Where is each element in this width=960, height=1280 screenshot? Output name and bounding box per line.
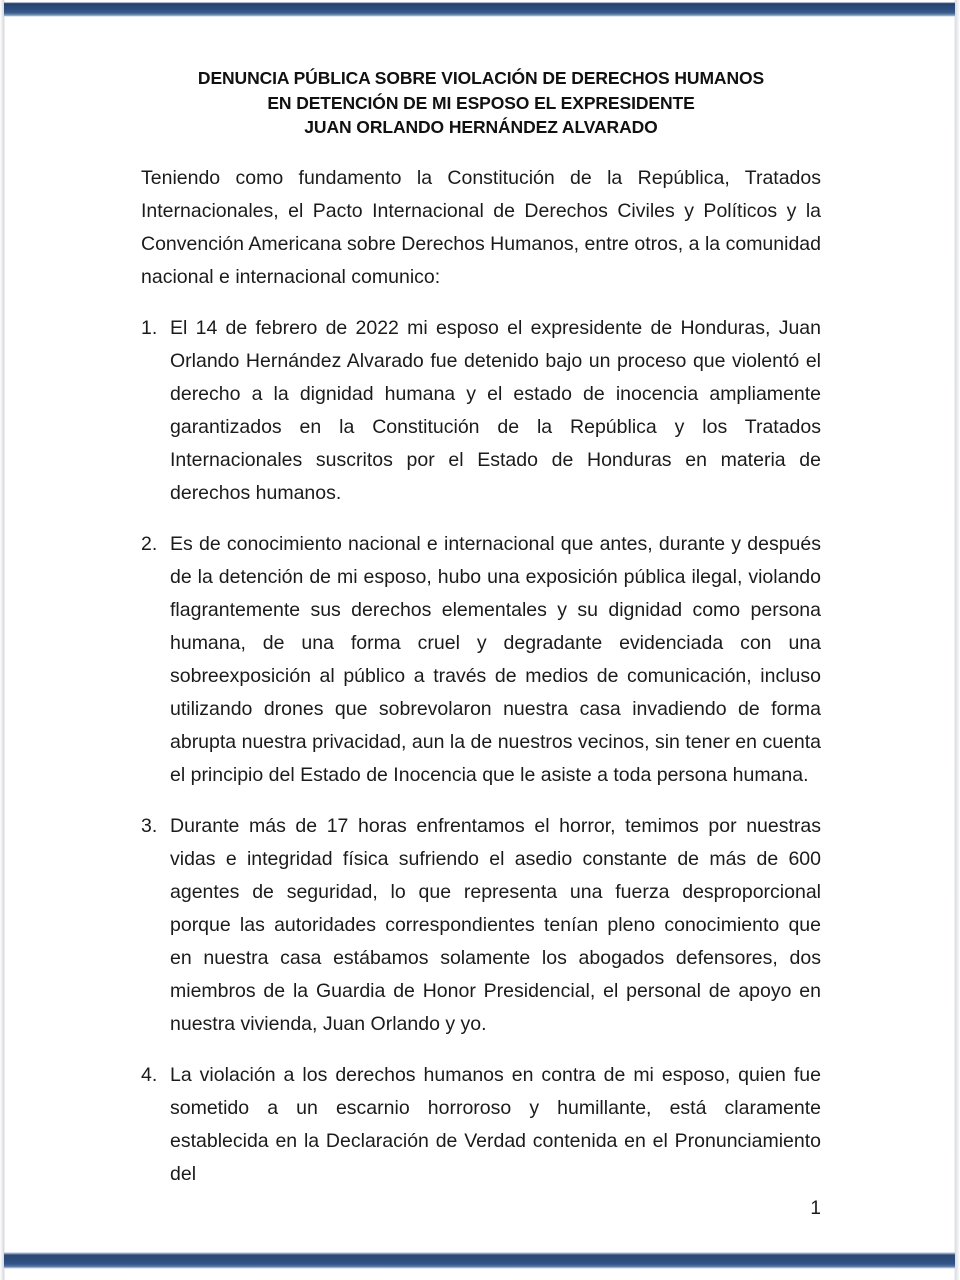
claims-list: [141, 294, 821, 1191]
page-right-edge-shadow: [954, 0, 960, 1280]
list-item: [141, 294, 821, 510]
list-item-text: Es de conocimiento nacional e internacional que antes, durante y después de la detención de mi esposo, hubo una exposición pública ilegal, violando flagrantemente sus derechos elementales y su dignidad como persona humana, de una forma cruel y degradante evidenciada con una sobreexposición al público a través de medios de comunicación, incluso utilizando drones que sobrevolaron nuestra casa invadiendo de forma abrupta nuestra privacidad, aun la de nuestros vecinos, sin tener en cuenta el principio del Estado de Inocencia que le asiste a toda persona humana.: [170, 532, 821, 786]
list-item-text: La violación a los derechos humanos en contra de mi esposo, quien fue sometido a un escarnio horroroso y humillante, está claramente establecida en la Declaración de Verdad contenida en el Pronunciamiento del: [170, 1063, 821, 1185]
page-number: 1: [810, 1198, 821, 1219]
page-title: DENUNCIA PÚBLICA SOBRE VIOLACIÓN DE DERECHOS HUMANOS EN DETENCIÓN DE MI ESPOSO EL EXPRESIDENTE JUAN ORLANDO HERNÁNDEZ ALVARADO: [197, 68, 765, 137]
footer-rule-bottom: [4, 1252, 955, 1269]
list-item: [141, 792, 821, 1041]
list-item: [141, 1041, 821, 1191]
document-body: [141, 0, 821, 1280]
intro-paragraph: Teniendo como fundamento la Constitución de la República, Tratados Internacionales, el Pacto Internacional de Derechos Civiles y Políticos y la Convención Americana sobre Derechos Humanos, entre otros, a la comunidad nacional e internacional comunico:: [141, 166, 821, 288]
list-item-text: El 14 de febrero de 2022 mi esposo el expresidente de Honduras, Juan Orlando Hernández Alvarado fue detenido bajo un proceso que violentó el derecho a la dignidad humana y el estado de inocencia ampliamente garantizados en la Constitución de la República y los Tratados Internacionales suscritos por el Estado de Honduras en materia de derechos humanos.: [170, 316, 821, 504]
list-item-text: Durante más de 17 horas enfrentamos el horror, temimos por nuestras vidas e integridad física sufriendo el asedio constante de más de 600 agentes de seguridad, lo que representa una fuerza desproporcional porque las autoridades correspondientes tenían pleno conocimiento que en nuestra casa estábamos solamente los abogados defensores, dos miembros de la Guardia de Honor Presidencial, el personal de apoyo en nuestra vivienda, Juan Orlando y yo.: [170, 814, 821, 1035]
list-item: [141, 510, 821, 792]
page-left-edge-shadow: [0, 0, 5, 1280]
